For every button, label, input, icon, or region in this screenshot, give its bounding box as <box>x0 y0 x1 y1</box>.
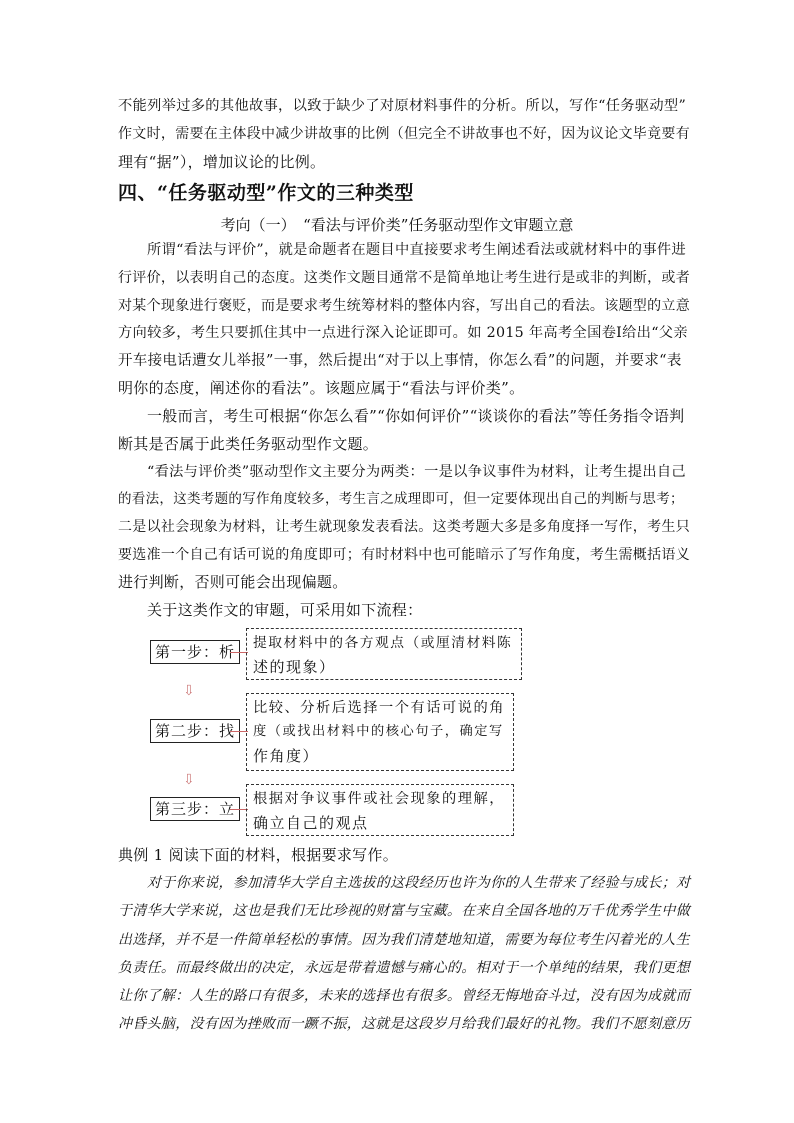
intro-line: 理有“据”），增加议论的比例。 <box>118 153 326 171</box>
body-line: 一般而言，考生可根据“你怎么看”“你如何评价”“谈谈你的看法”等任务指令语判 <box>147 407 685 425</box>
step-1-box: 第一步：析 <box>150 640 240 664</box>
step-2-box: 第二步：找 <box>150 719 240 743</box>
body-line: 断其是否属于此类任务驱动型作文题。 <box>118 435 379 453</box>
example-line: 于清华大学来说，这也是我们无比珍视的财富与宝藏。在来自全国各地的万千优秀学生中做 <box>118 903 690 919</box>
body-line: 进行判断，否则可能会出现偏题。 <box>118 573 348 591</box>
step-2-desc-line: 度（或找出材料中的核心句子，确定写 <box>253 724 504 739</box>
step-2-desc-line: 作角度） <box>253 747 320 765</box>
body-line: 对某个现象进行褒贬，而是要求考生统筹材料的整体内容，写出自己的看法。该题型的立意 <box>118 298 690 314</box>
step-2-description <box>246 693 514 771</box>
example-line: 冲昏头脑，没有因为挫败而一蹶不振，这就是这段岁月给我们最好的礼物。我们不愿刻意历 <box>118 1016 690 1032</box>
body-line: 二是以社会现象为材料，让考生就现象发表看法。这类考题大多是多角度择一写作，考生只 <box>118 519 690 535</box>
step-1-desc-line: 提取材料中的各方观点（或厘清材料陈 <box>253 635 513 651</box>
down-arrow-icon: ⇩ <box>183 772 195 788</box>
intro-line: 作文时，需要在主体段中减少讲故事的比例（但完全不讲故事也不好，因为议论文毕竟要有 <box>118 126 690 142</box>
body-line: 的看法，这类考题的写作角度较多，考生言之成理即可，但一定要体现出自己的判断与思考； <box>118 491 684 507</box>
example-line: 负责任。而最终做出的决定，永远是带着遗憾与痛心的。相对于一个单纯的结果，我们更想 <box>118 960 690 976</box>
body-line: 明你的态度，阐述你的看法”。该题应属于“看法与评价类”。 <box>118 379 525 397</box>
body-line: 关于这类作文的审题，可采用如下流程： <box>147 601 423 619</box>
body-line: 方向较多，考生只要抓住其中一点进行深入论证即可。如 2015 年高考全国卷Ⅰ给出“父亲 <box>118 325 688 341</box>
body-line: 行评价，以表明自己的态度。这类作文题目通常不是简单地让考生进行是或非的判断，或者 <box>118 270 690 286</box>
example-line: 出选择，并不是一件简单轻松的事情。因为我们清楚地知道，需要为每位考生闪着光的人生 <box>118 932 690 948</box>
section-heading: 四、“任务驱动型”作文的三种类型 <box>118 182 414 204</box>
intro-line: 不能列举过多的其他故事，以致于缺少了对原材料事件的分析。所以，写作“任务驱动型” <box>118 98 687 114</box>
body-line: 要选准一个自己有话可说的角度即可；有时材料中也可能暗示了写作角度，考生需概括语义 <box>118 547 690 563</box>
down-arrow-icon: ⇩ <box>183 683 195 699</box>
example-title: 典例 1 阅读下面的材料，根据要求写作。 <box>118 846 399 864</box>
example-line: 让你了解：人生的路口有很多，未来的选择也有很多。曾经无悔地奋斗过，没有因为成就而 <box>118 988 690 1004</box>
step-1-desc-line: 述的现象） <box>253 658 336 676</box>
step-1-description <box>246 628 522 680</box>
step-3-desc-line: 确立自己的观点 <box>253 814 369 832</box>
body-line: 开车接电话遭女儿举报”一事，然后提出“对于以上事情，你怎么看”的问题，并要求“表 <box>118 353 682 369</box>
example-line: 对于你来说，参加清华大学自主选拔的这段经历也许为你的人生带来了经验与成长；对 <box>147 875 691 891</box>
step-2-desc-line: 比较、分析后选择一个有话可说的角 <box>253 700 506 716</box>
body-line: 所谓“看法与评价”，就是命题者在题目中直接要求考生阐述看法或就材料中的事件进 <box>147 242 686 258</box>
step-3-desc-line: 根据对争议事件或社会现象的理解， <box>253 791 506 807</box>
subheading: 考向（一） “看法与评价类”任务驱动型作文审题立意 <box>220 216 574 234</box>
step-3-description <box>246 784 514 836</box>
step-3-box: 第三步：立 <box>150 797 240 821</box>
body-line: “看法与评价类”驱动型作文主要分为两类：一是以争议事件为材料，让考生提出自己 <box>147 464 686 480</box>
